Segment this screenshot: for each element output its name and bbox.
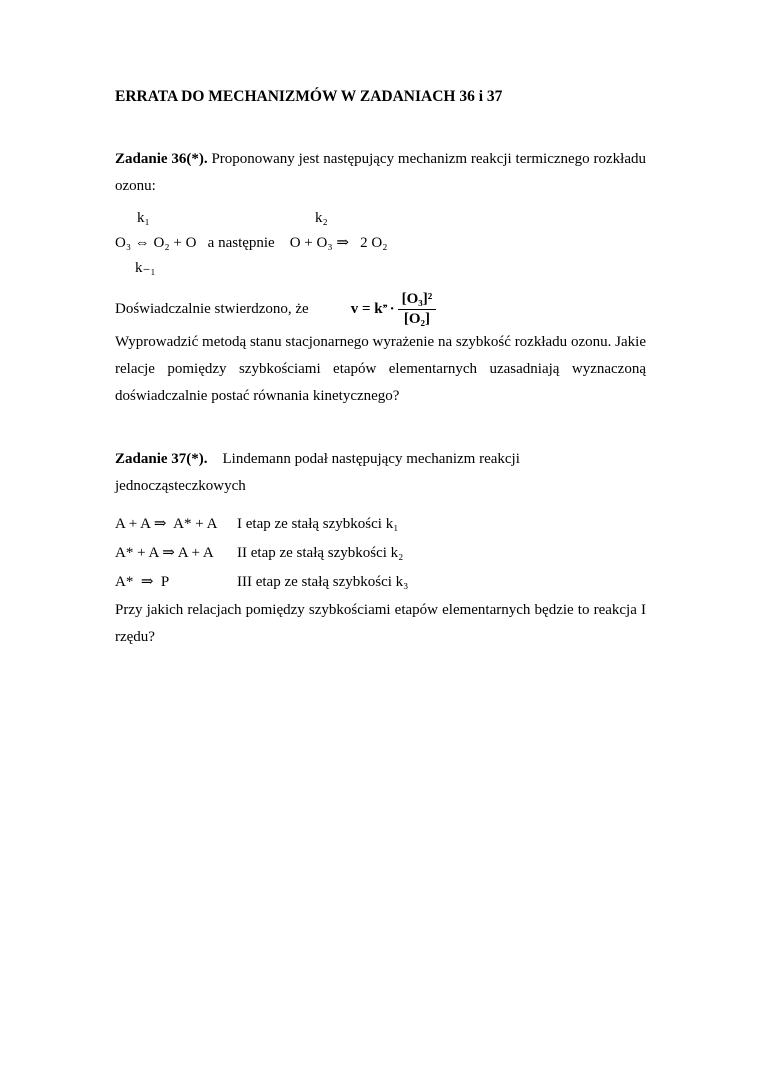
page-title: ERRATA DO MECHANIZMÓW W ZADANIACH 36 i 37 [115, 88, 503, 105]
task36-label: Zadanie 36(*). [115, 151, 208, 167]
task36-question: Wyprowadzić metodą stanu stacjonarnego wyrażenie na szybkość rozkładu ozonu. Jakie relacje pomiędzy szybkościami etapów elementarnych uzasadniają wyznaczoną doświadczalnie postać równania kinetycznego? [115, 333, 646, 404]
task37-section [115, 446, 646, 651]
step-2 [115, 539, 646, 568]
lindemann-steps [115, 510, 646, 597]
task37-intro-line1: Lindemann podał następujący mechanizm reakcji [222, 450, 520, 467]
task37-label-gap [208, 451, 223, 467]
step-1-equation: A + A ⇒ A* + A [115, 515, 218, 532]
fraction-numerator: [O₃]² [398, 291, 437, 310]
task37-intro [115, 446, 646, 473]
multiplication-dot: · [389, 301, 395, 318]
fraction [398, 291, 437, 329]
fraction-denominator: [O₂] [403, 311, 430, 328]
task36-intro [115, 146, 646, 200]
mechanism-equation: O₃ ⇔ O₂ + O a następnie O + O₃ ⇒ 2 O₂ [115, 235, 388, 251]
task36-mechanism [115, 206, 646, 281]
observed-text: Doświadczalnie stwierdzono, że [115, 301, 309, 318]
step-2-equation: A* + A ⇒ A + A [115, 544, 214, 561]
rate-constant-k2: k₂ [315, 210, 328, 226]
task37-intro-line2: jednocząsteczkowych [115, 477, 246, 494]
step-1 [115, 510, 646, 539]
task37-label: Zadanie 37(*). [115, 450, 208, 467]
rate-equation-lhs: v = k [350, 301, 383, 318]
rate-constant-k-minus-1: k₋₁ [135, 260, 156, 276]
rate-constants-top [115, 206, 646, 231]
step-3-description: III etap ze stałą szybkości k₃ [237, 573, 409, 590]
rate-constant-k1: k₁ [137, 210, 150, 226]
rate-equation [351, 291, 437, 329]
step-3-equation: A* ⇒ P [115, 573, 170, 590]
step-3 [115, 568, 646, 597]
double-prime-mark: ,, [382, 295, 387, 310]
step-2-description: II etap ze stałą szybkości k₂ [237, 544, 404, 561]
experimental-observation-row [115, 291, 646, 329]
task37-question: Przy jakich relacjach pomiędzy szybkościami etapów elementarnych będzie to reakcja I rzędu? [115, 601, 646, 645]
task36-intro-text: Proponowany jest następujący mechanizm reakcji termicznego rozkładu ozonu: [115, 151, 646, 194]
step-1-description: I etap ze stałą szybkości k₁ [237, 515, 399, 532]
